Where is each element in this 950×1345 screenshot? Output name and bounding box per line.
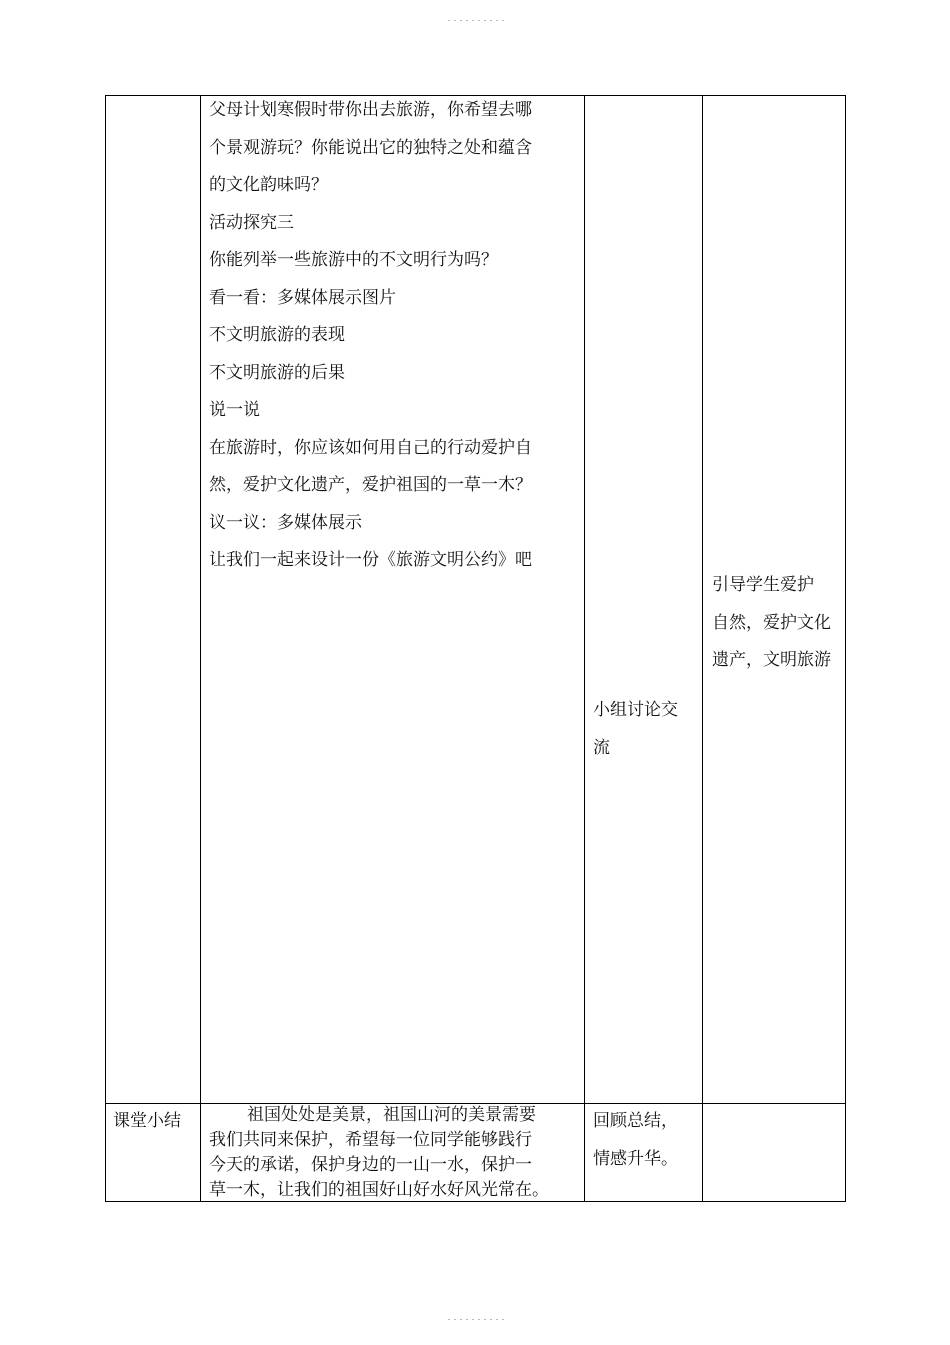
summary-content-cell: [209, 1103, 549, 1203]
table-right-border: [845, 95, 846, 1202]
summary-line: 我们共同来保护，希望每一位同学能够践行: [209, 1130, 532, 1150]
content-line: 不文明旅游的表现: [209, 325, 345, 345]
table-left-border: [105, 95, 106, 1202]
content-line: 的文化韵味吗？: [209, 175, 328, 195]
content-line: 你能列举一些旅游中的不文明行为吗？: [209, 250, 498, 270]
activity-line: 流: [593, 737, 610, 758]
student-activity-cell: [593, 692, 678, 767]
summary-activity-line: 情感升华。: [593, 1148, 678, 1169]
intent-line: 自然，爱护文化: [712, 612, 831, 633]
table-col-divider-2: [584, 95, 585, 1202]
summary-activity-line: 回顾总结，: [593, 1111, 678, 1131]
content-line: 不文明旅游的后果: [209, 362, 345, 383]
page-header-mark: [448, 18, 504, 22]
activity-content-cell: [209, 92, 532, 580]
content-line: 说一说: [209, 400, 260, 420]
content-line: 议一议：多媒体展示: [209, 512, 362, 533]
page-footer-mark: [448, 1317, 504, 1321]
design-intent-cell: [712, 567, 831, 680]
activity-line: 小组讨论交: [593, 700, 678, 720]
content-line: 父母计划寒假时带你出去旅游，你希望去哪: [209, 100, 532, 120]
summary-line: 祖国处处是美景，祖国山河的美景需要: [247, 1105, 536, 1125]
content-line: 个景观游玩？你能说出它的独特之处和蕴含: [209, 137, 532, 158]
table-col-divider-3: [702, 95, 703, 1202]
summary-line: 草一木，让我们的祖国好山好水好风光常在。: [209, 1180, 549, 1200]
content-line: 然，爱护文化遗产，爱护祖国的一草一木？: [209, 475, 532, 495]
intent-line: 遗产，文明旅游: [712, 650, 831, 670]
content-line: 活动探究三: [209, 212, 294, 233]
intent-line: 引导学生爱护: [712, 575, 814, 595]
content-line: 在旅游时，你应该如何用自己的行动爱护自: [209, 437, 532, 458]
summary-line: 今天的承诺，保护身边的一山一水，保护一: [209, 1155, 532, 1175]
table-col-divider-1: [200, 95, 201, 1202]
summary-activity-cell: [593, 1103, 678, 1178]
summary-label: 课堂小结: [113, 1111, 181, 1131]
content-line: 看一看：多媒体展示图片: [209, 287, 396, 308]
content-line: 让我们一起来设计一份《旅游文明公约》吧: [209, 550, 532, 570]
